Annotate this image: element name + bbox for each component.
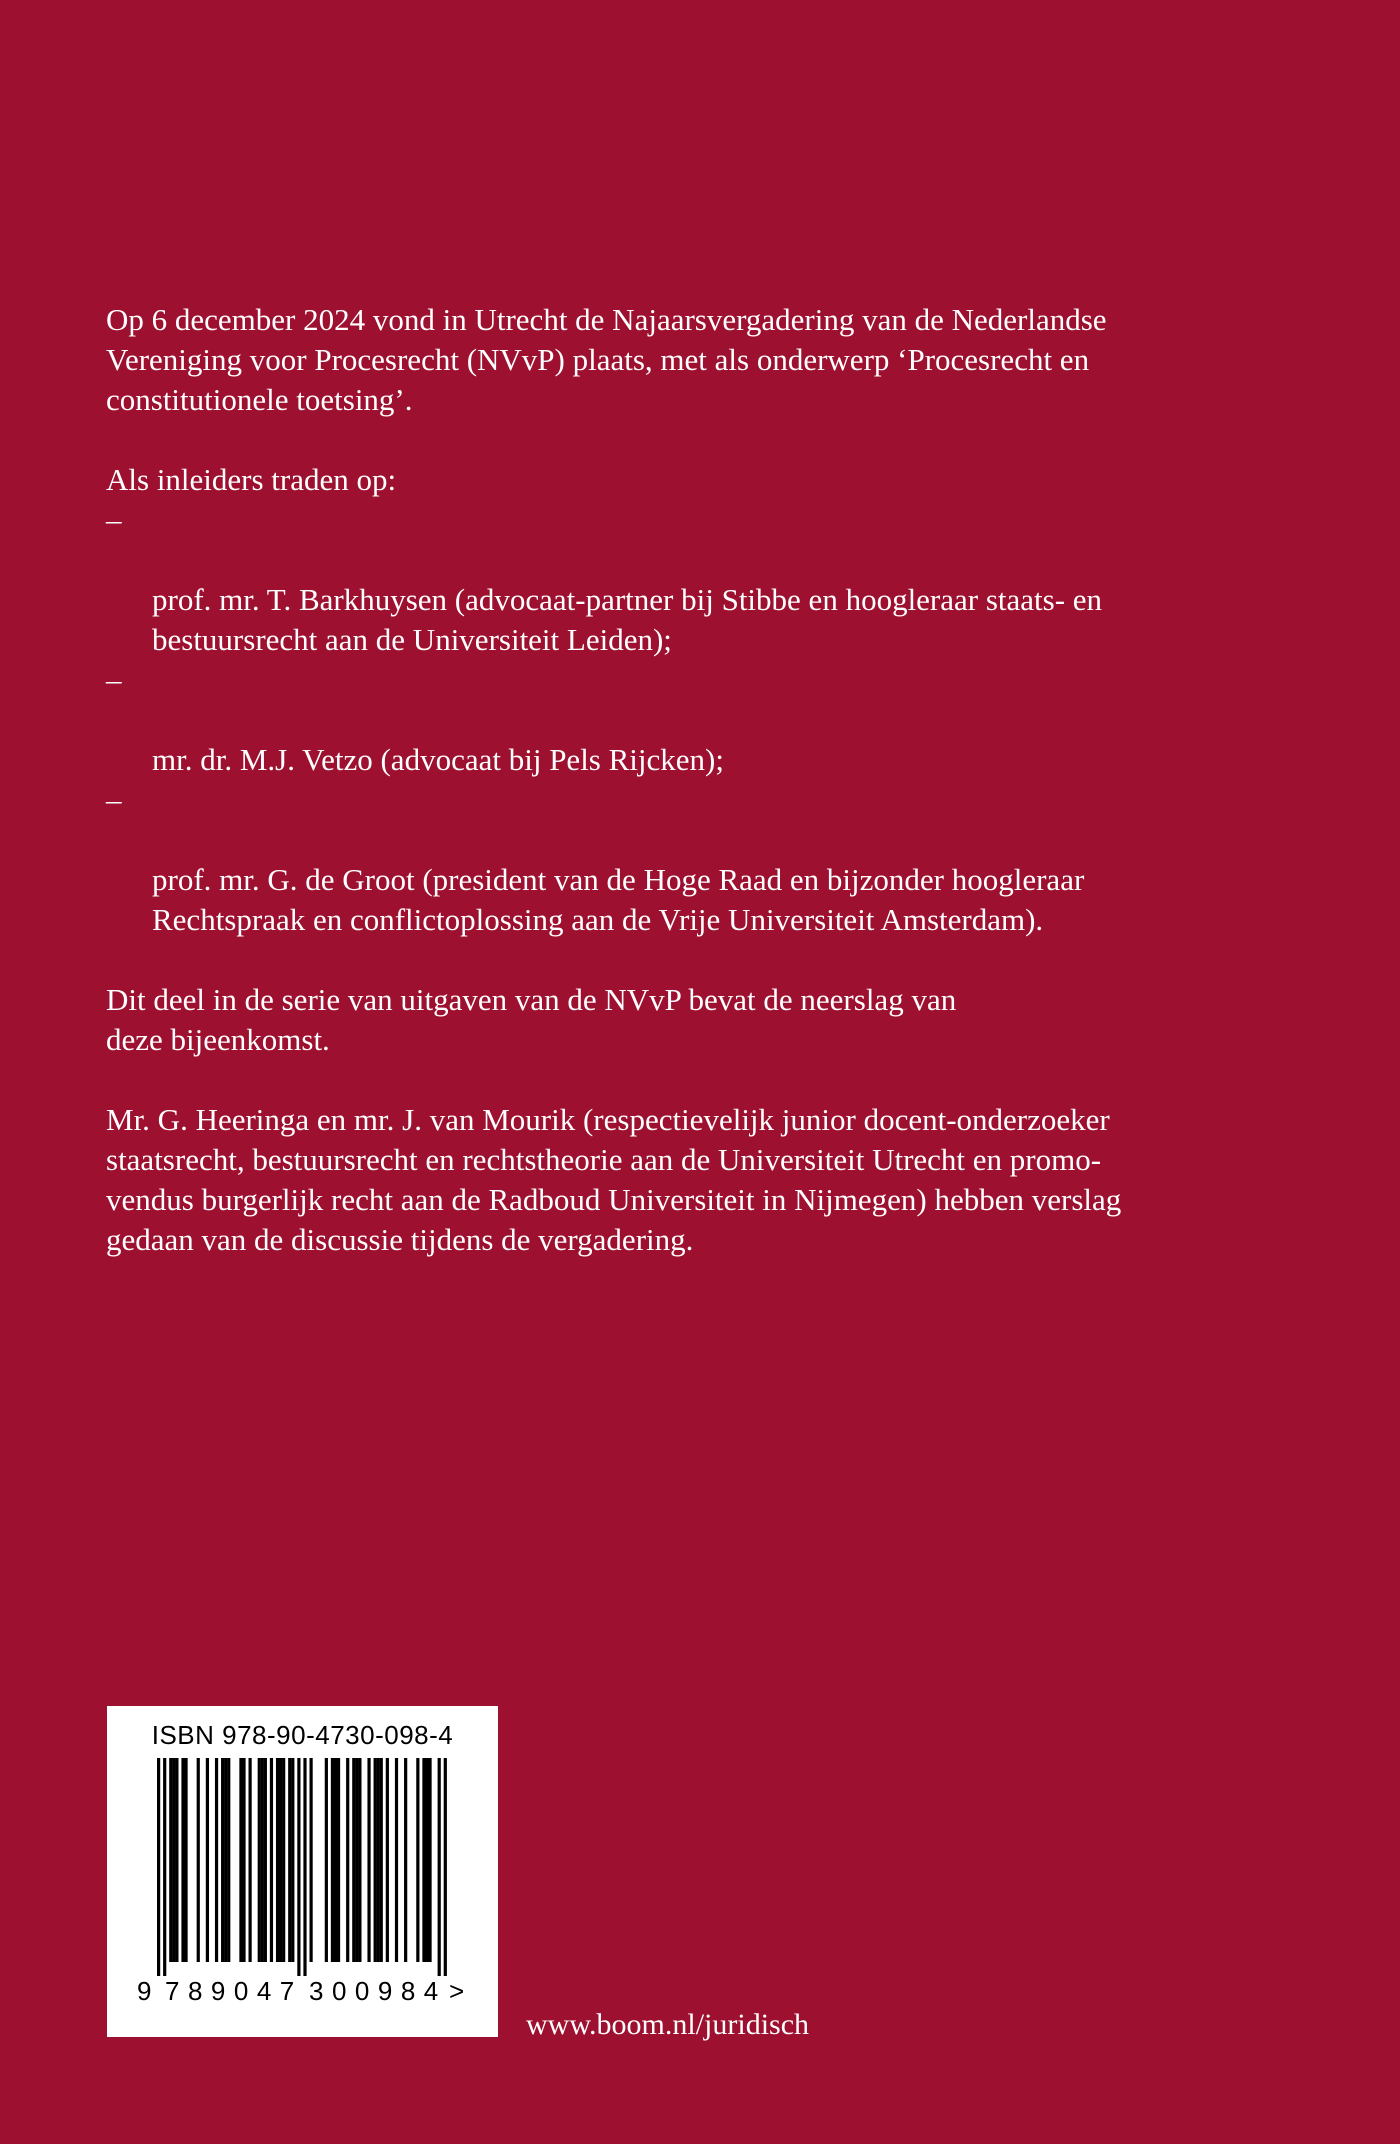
barcode-bar	[242, 1758, 245, 1962]
speaker-item	[106, 780, 1226, 940]
barcode-guard-bar	[163, 1758, 166, 1976]
bullet-dash: –	[106, 782, 122, 817]
intro-paragraph: Op 6 december 2024 vond in Utrecht de Najaarsvergadering van de Nederlandse Vereniging voor Procesrecht (NVvP) plaats, met als onderwerp ‘Procesrecht en constitutionele toetsing’.	[106, 302, 1107, 417]
barcode-bar	[172, 1758, 175, 1962]
barcode-bar	[367, 1758, 370, 1962]
barcode-bar	[380, 1758, 383, 1962]
barcode-bar	[279, 1758, 282, 1962]
barcode-guard-bar	[297, 1758, 300, 1976]
barcode-guard-bar	[157, 1758, 160, 1976]
barcode-quiet-mark: >	[449, 1976, 465, 2006]
barcode-bar	[215, 1758, 218, 1962]
barcode-left-group: 789047	[165, 1976, 303, 2006]
series-paragraph: Dit deel in de serie van uitgaven van de NVvP bevat de neerslag van deze bijeenkomst.	[106, 982, 957, 1057]
barcode-bar	[352, 1758, 355, 1962]
isbn-barcode	[107, 1706, 498, 2037]
barcode-bar	[422, 1758, 425, 1962]
barcode-bar	[288, 1758, 291, 1962]
barcode-bar	[224, 1758, 227, 1962]
speaker-item	[106, 500, 1226, 660]
barcode-bar	[337, 1758, 340, 1962]
speakers-heading: Als inleiders traden op:	[106, 462, 397, 497]
report-paragraph: Mr. G. Heeringa en mr. J. van Mourik (respectievelijk junior docent-onderzoeker staatsrecht, bestuursrecht en rechtstheorie aan de Universiteit Utrecht en promo- vendus burgerlijk recht aan de Radboud Universiteit in Nijmegen) hebben verslag gedaan van de discussie tijdens de vergadering.	[106, 1102, 1122, 1257]
barcode-bar	[258, 1758, 261, 1962]
barcode-guard-bar	[438, 1758, 441, 1976]
speaker-text: mr. dr. M.J. Vetzo (advocaat bij Pels Rijcken);	[152, 742, 724, 777]
barcode-bar	[261, 1758, 264, 1962]
barcode-bar	[291, 1758, 294, 1962]
barcode-guard-bar	[303, 1758, 306, 1976]
barcode-bar	[184, 1758, 187, 1962]
barcode-bar	[175, 1758, 178, 1962]
barcode-bar	[270, 1758, 273, 1962]
barcode-bar	[404, 1758, 407, 1962]
barcode-bar	[325, 1758, 328, 1962]
barcode-bar	[197, 1758, 200, 1962]
barcode-bar	[395, 1758, 398, 1962]
barcode-bar	[374, 1758, 377, 1962]
isbn-label: ISBN 978-90-4730-098-4	[151, 1720, 454, 1750]
barcode-bar	[346, 1758, 349, 1962]
barcode-bar	[334, 1758, 337, 1962]
speaker-text: prof. mr. T. Barkhuysen (advocaat-partner bij Stibbe en hoogleraar staats- en bestuursrecht aan de Universiteit Leiden);	[152, 582, 1103, 657]
bullet-dash: –	[106, 662, 122, 697]
barcode-bar	[331, 1758, 334, 1962]
barcode-bar	[425, 1758, 428, 1962]
barcode-bar	[416, 1758, 419, 1962]
barcode-bar	[386, 1758, 389, 1962]
barcode-lead-digit: 9	[137, 1976, 152, 2006]
blurb-text	[106, 300, 1226, 1300]
barcode-bar	[169, 1758, 172, 1962]
barcode-bar	[377, 1758, 380, 1962]
barcode-bar	[358, 1758, 361, 1962]
barcode-bar	[428, 1758, 431, 1962]
speakers-list	[106, 500, 1226, 940]
barcode-bar	[227, 1758, 230, 1962]
barcode-bar	[239, 1758, 242, 1962]
barcode-bar	[249, 1758, 252, 1962]
barcode-right-group: 300984	[309, 1976, 447, 2006]
barcode-bar	[221, 1758, 224, 1962]
barcode-bar	[264, 1758, 267, 1962]
barcode-bar	[355, 1758, 358, 1962]
barcode-bar	[181, 1758, 184, 1962]
barcode-bar	[206, 1758, 209, 1962]
bullet-dash: –	[106, 502, 122, 537]
speaker-item	[106, 660, 1226, 780]
barcode-guard-bar	[444, 1758, 447, 1976]
speaker-text: prof. mr. G. de Groot (president van de Hoge Raad en bijzonder hoogleraar Rechtspraak en conflictoplossing aan de Vrije Universiteit Amsterdam).	[152, 862, 1085, 937]
barcode-bar	[282, 1758, 285, 1962]
publisher-website: www.boom.nl/juridisch	[526, 2008, 810, 2041]
barcode-bar	[310, 1758, 313, 1962]
barcode-bar	[276, 1758, 279, 1962]
barcode-bars	[107, 1758, 498, 1976]
